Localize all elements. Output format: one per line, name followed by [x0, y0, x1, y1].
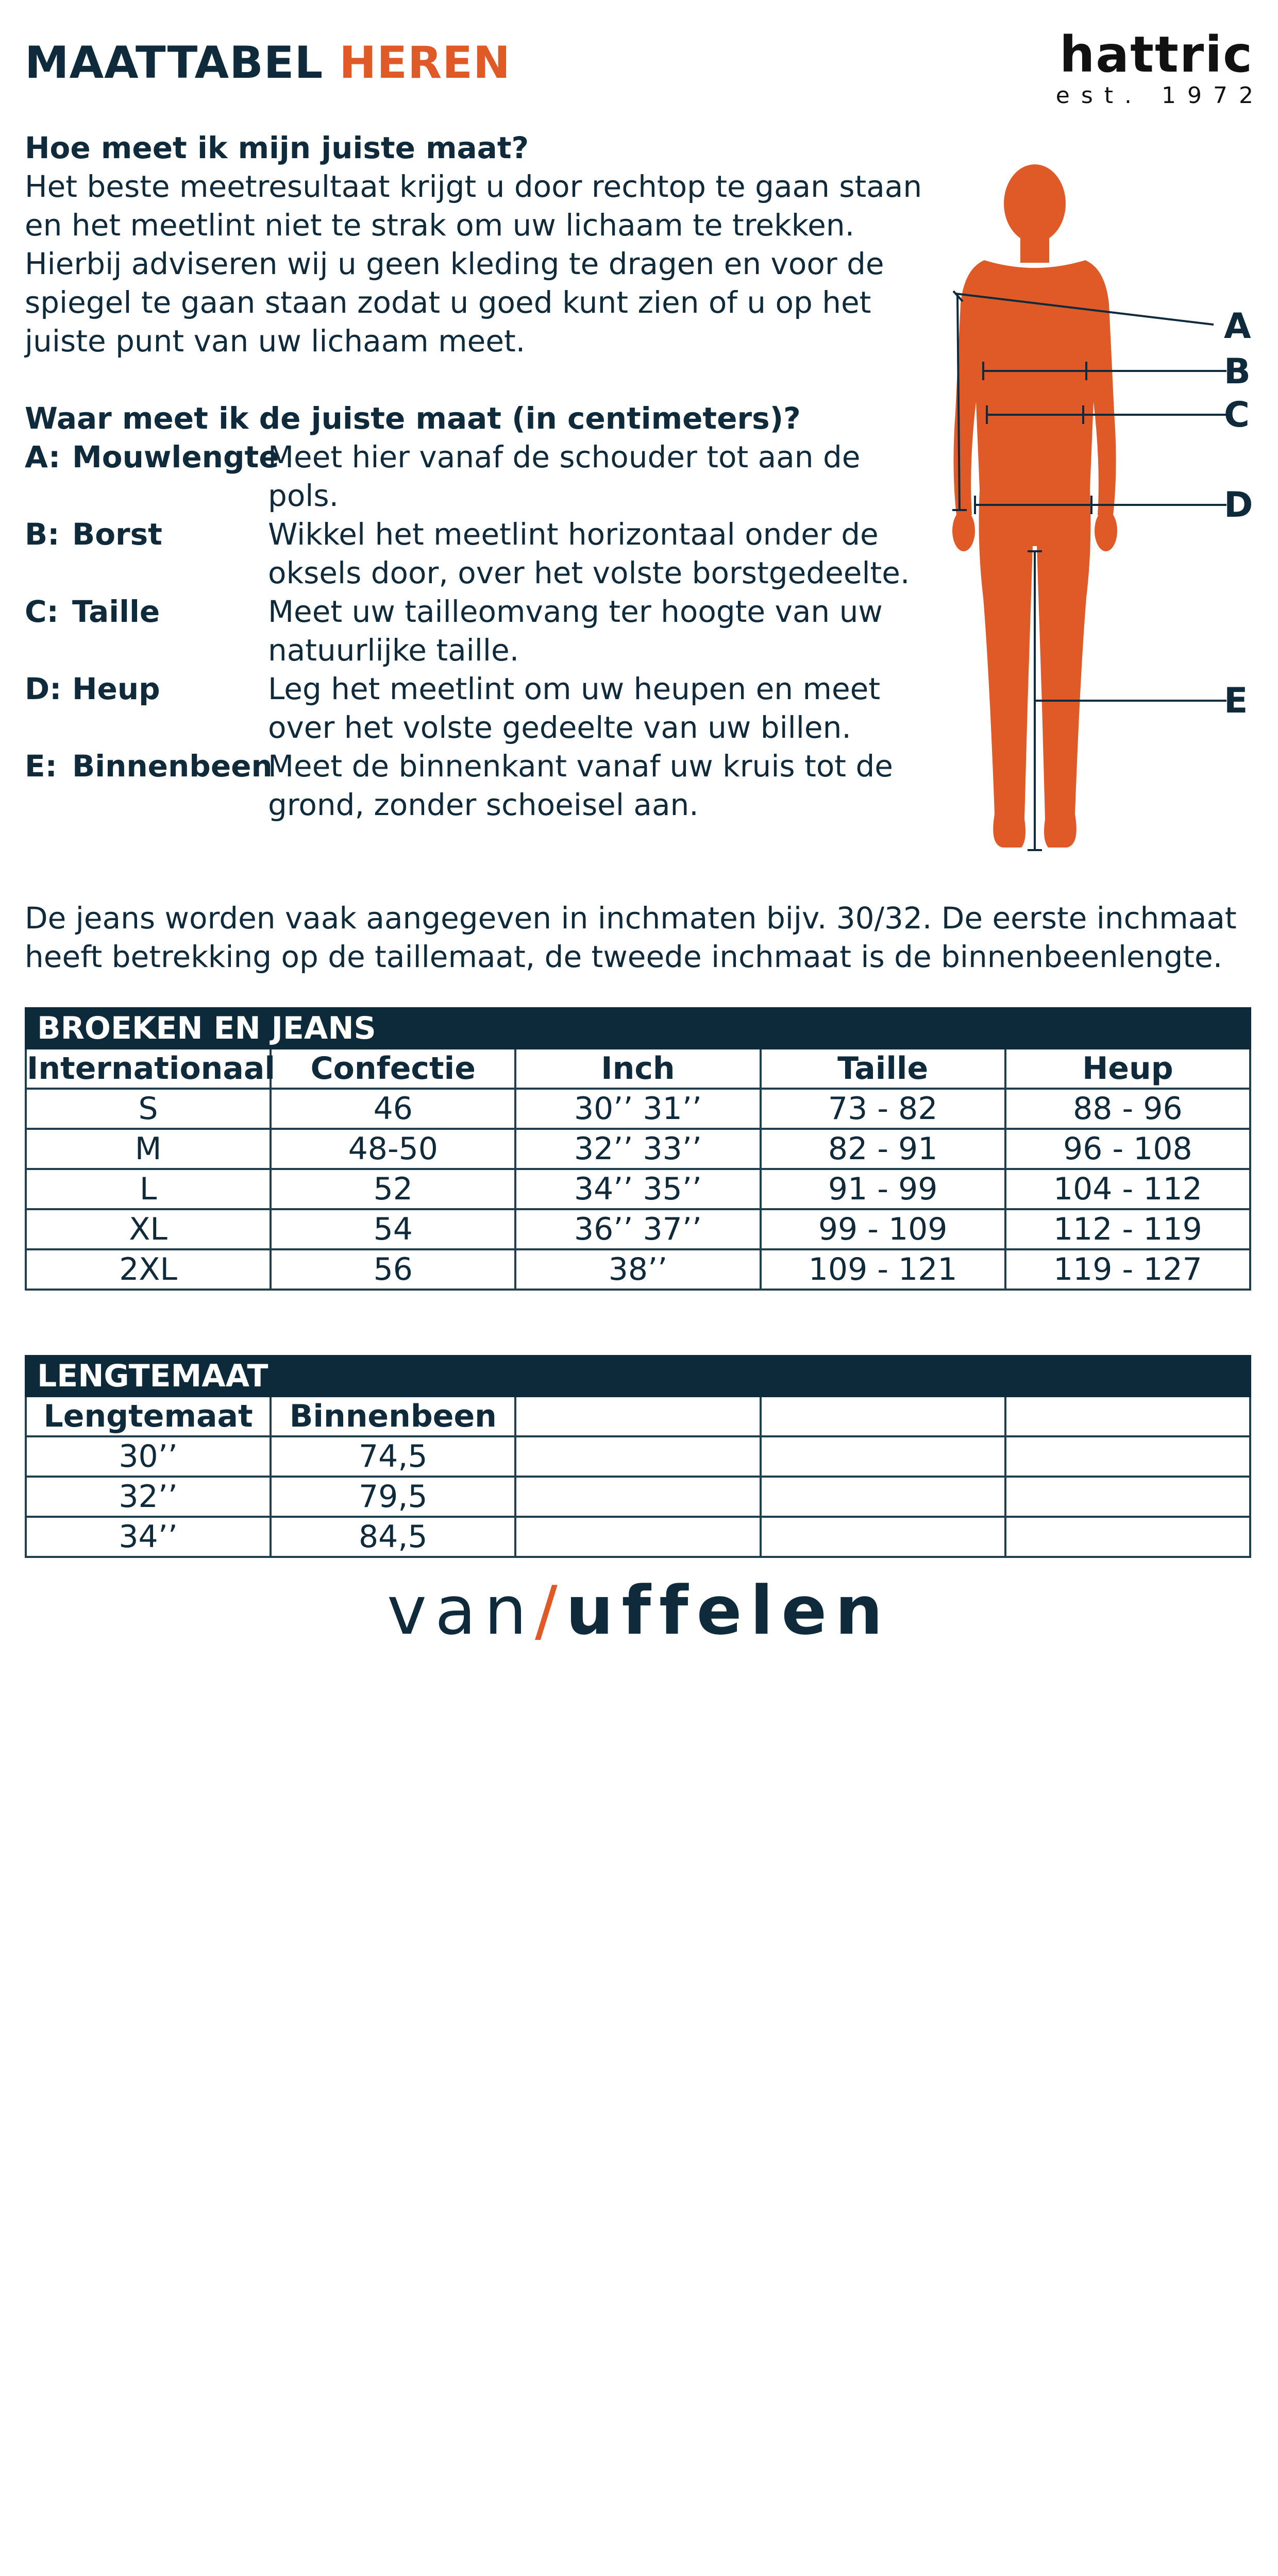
table-cell: 73 - 82 — [761, 1089, 1005, 1129]
table-cell — [1005, 1477, 1250, 1517]
measure-name: Borst — [72, 517, 162, 552]
table-cell: 112 - 119 — [1005, 1209, 1250, 1249]
table-row — [26, 1249, 1250, 1290]
column-header — [515, 1396, 760, 1436]
table-row — [26, 1209, 1250, 1249]
table-cell — [515, 1436, 760, 1477]
table-cell — [1005, 1517, 1250, 1557]
table-cell: 84,5 — [271, 1517, 515, 1557]
table-row — [26, 1169, 1250, 1209]
page-title-main: MAATTABEL — [25, 37, 324, 89]
figure-label-c: C — [1224, 395, 1250, 435]
measure-letter: B: — [25, 517, 60, 552]
table-cell: 36’’ 37’’ — [515, 1209, 760, 1249]
measure-name: Taille — [72, 594, 160, 629]
measure-section — [25, 399, 932, 824]
table-cell: 2XL — [26, 1249, 271, 1290]
column-header: Inch — [515, 1048, 760, 1089]
measure-list — [25, 438, 932, 824]
table-cell — [761, 1477, 1005, 1517]
column-header — [1005, 1396, 1250, 1436]
measure-letter: A: — [25, 439, 61, 474]
table-cell: 91 - 99 — [761, 1169, 1005, 1209]
table-row — [26, 1517, 1250, 1557]
table-cell — [515, 1517, 760, 1557]
column-header: Taille — [761, 1048, 1005, 1089]
table-cell: 38’’ — [515, 1249, 760, 1290]
measure-name: Heup — [72, 671, 160, 706]
hattric-logo-since: est. 1972 — [1055, 82, 1265, 109]
hattric-logo-word: hattric — [1059, 26, 1253, 83]
table-cell: 56 — [271, 1249, 515, 1290]
table-header-row — [26, 1396, 1250, 1436]
table-caption: LENGTEMAAT — [26, 1356, 1250, 1396]
figure-label-d: D — [1224, 485, 1253, 526]
table-cell: 54 — [271, 1209, 515, 1249]
table-cell: 96 - 108 — [1005, 1129, 1250, 1169]
column-header: Internationaal — [26, 1048, 271, 1089]
table-cell: 34’’ — [26, 1517, 271, 1557]
measure-item — [25, 670, 932, 747]
column-header: Lengtemaat — [26, 1396, 271, 1436]
jeans-intro-text: De jeans worden vaak aangegeven in inchmaten bijv. 30/32. De eerste inchmaat heeft betrekking op de taillemaat, de tweede inchmaat is de binnenbeenlengte. — [25, 901, 1237, 974]
measure-item — [25, 438, 932, 515]
table-cell: 34’’ 35’’ — [515, 1169, 760, 1209]
table-cell: 119 - 127 — [1005, 1249, 1250, 1290]
body-measurement-figure — [922, 155, 1278, 876]
measure-letter: C: — [25, 594, 59, 629]
size-table-lengtemaat — [25, 1355, 1251, 1558]
measure-item — [25, 592, 932, 670]
table-header-row — [26, 1048, 1250, 1089]
table-cell: 48-50 — [271, 1129, 515, 1169]
table-cell: 74,5 — [271, 1436, 515, 1477]
table-cell: 52 — [271, 1169, 515, 1209]
howto-heading: Hoe meet ik mijn juiste maat? — [25, 130, 529, 165]
measure-name: Mouwlengte — [72, 439, 279, 474]
table-cell: XL — [26, 1209, 271, 1249]
table-caption: BROEKEN EN JEANS — [26, 1008, 1250, 1048]
table-cell: 109 - 121 — [761, 1249, 1005, 1290]
measure-letter: D: — [25, 671, 62, 706]
measure-letter: E: — [25, 749, 57, 784]
table-cell: S — [26, 1089, 271, 1129]
table-row — [26, 1129, 1250, 1169]
table-cell: 82 - 91 — [761, 1129, 1005, 1169]
figure-label-e: E — [1224, 681, 1248, 721]
table-cell: L — [26, 1169, 271, 1209]
table-cell: 46 — [271, 1089, 515, 1129]
footer-brand-part2: uffelen — [565, 1571, 891, 1650]
column-header: Heup — [1005, 1048, 1250, 1089]
table-cell: 88 - 96 — [1005, 1089, 1250, 1129]
measure-description: Meet de binnenkant vanaf uw kruis tot de grond, zonder schoeisel aan. — [268, 749, 893, 822]
table-cell — [515, 1477, 760, 1517]
measure-description: Meet hier vanaf de schouder tot aan de pols. — [268, 439, 861, 513]
table-cell — [761, 1517, 1005, 1557]
table-cell — [761, 1436, 1005, 1477]
page-title — [25, 37, 511, 89]
table-row — [26, 1089, 1250, 1129]
table-cell: 30’’ 31’’ — [515, 1089, 760, 1129]
footer-brand-slash: / — [535, 1571, 566, 1650]
table-cell: 104 - 112 — [1005, 1169, 1250, 1209]
table-row — [26, 1436, 1250, 1477]
table-row — [26, 1477, 1250, 1517]
table-cell: 79,5 — [271, 1477, 515, 1517]
table-cell — [1005, 1436, 1250, 1477]
table-cell: M — [26, 1129, 271, 1169]
figure-label-b: B — [1224, 351, 1251, 392]
measure-name: Binnenbeen — [72, 749, 273, 784]
measure-item — [25, 747, 932, 824]
column-header: Confectie — [271, 1048, 515, 1089]
measure-description: Meet uw tailleomvang ter hoogte van uw natuurlijke taille. — [268, 594, 883, 668]
van-uffelen-logo — [0, 1571, 1278, 1650]
size-table-broeken — [25, 1007, 1251, 1291]
table-cell: 32’’ — [26, 1477, 271, 1517]
howto-body: Het beste meetresultaat krijgt u door rechtop te gaan staan en het meetlint niet te strak om uw lichaam te trekken. Hierbij adviseren wij u geen kleding te dragen en voor de spiegel te gaan staan zodat u goed kunt zien of u op het juiste punt van uw lichaam meet. — [25, 169, 922, 359]
page-title-accent: HEREN — [339, 37, 511, 89]
measure-item — [25, 515, 932, 592]
table-cell: 30’’ — [26, 1436, 271, 1477]
column-header: Binnenbeen — [271, 1396, 515, 1436]
howto-section — [25, 129, 932, 361]
table-cell: 99 - 109 — [761, 1209, 1005, 1249]
measure-heading: Waar meet ik de juiste maat (in centimeters)? — [25, 401, 801, 436]
table-cell: 32’’ 33’’ — [515, 1129, 760, 1169]
column-header — [761, 1396, 1005, 1436]
measure-description: Wikkel het meetlint horizontaal onder de oksels door, over het volste borstgedeelte. — [268, 517, 910, 590]
measure-description: Leg het meetlint om uw heupen en meet over het volste gedeelte van uw billen. — [268, 671, 881, 745]
hattric-logo — [1055, 26, 1265, 109]
footer-brand-part1: van — [387, 1571, 535, 1650]
figure-label-a: A — [1224, 306, 1251, 347]
